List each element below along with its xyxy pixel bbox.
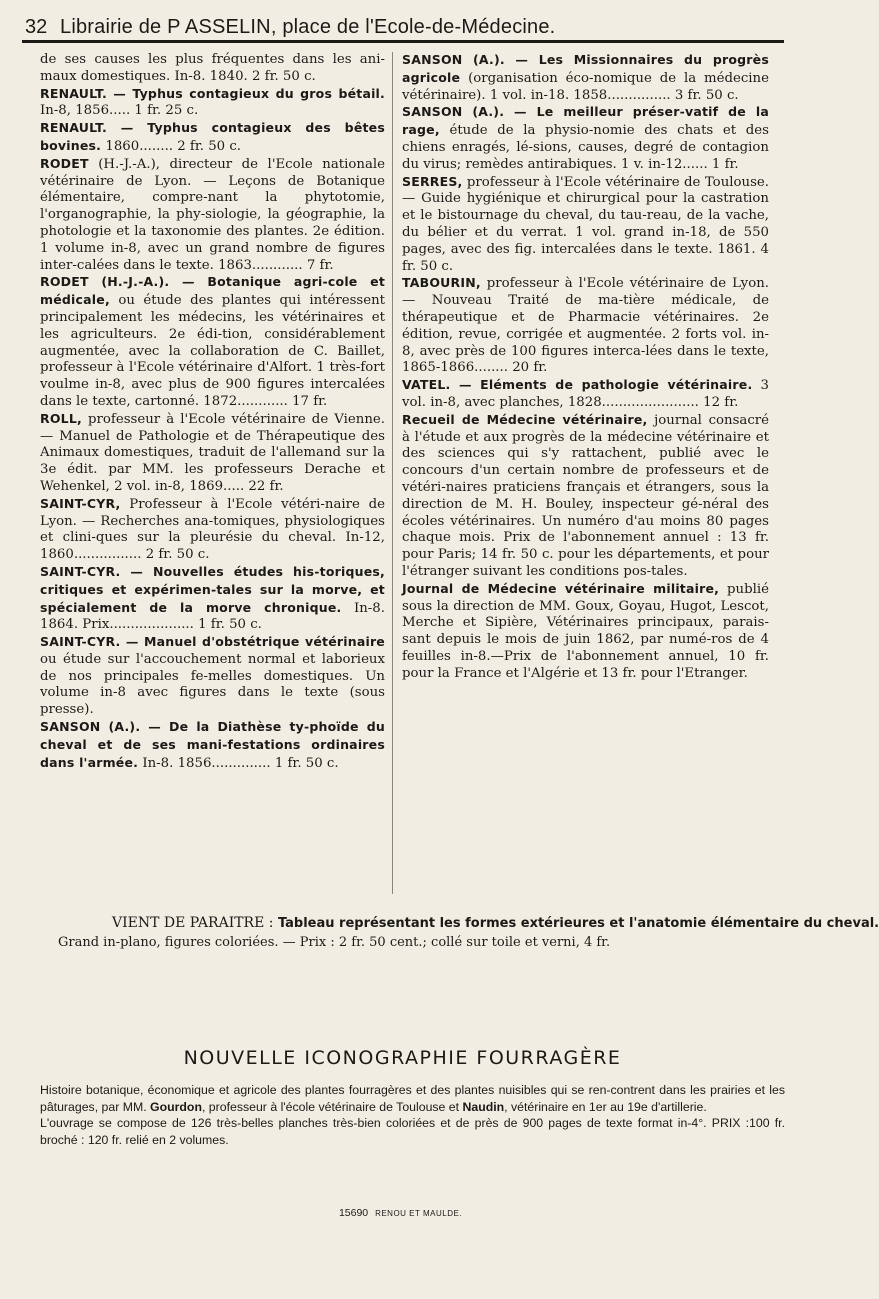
catalogue-entry: SANSON (A.). — Le meilleur préser-vatif de la rage, étude de la physio-nomie des chats et des chiens enragés, lé-sions, causes, degré de contagion du virus; remèdes antirabiques. 1 v. in-12...... 1 fr. [402,104,769,172]
catalogue-entry: RODET (H.-J.-A.), directeur de l'Ecole nationale vétérinaire de Lyon. — Leçons de Botanique élémentaire, compre-nant la phytotomie, l'organographie, la phy-siologie, la géographie, la photologie et la taxonomie des plantes. 2e édition. 1 volume in-8, avec un grand nombre de figures inter-calées dans le texte. 1863............ 7 fr. [40,155,385,273]
printer-name: RENOU ET MAULDE. [375,1209,463,1218]
catalogue-entry: de ses causes les plus fréquentes dans les ani-maux domestiques. In-8. 1840. 2 fr. 50 c. [40,52,385,84]
catalogue-entry: ROLL, professeur à l'Ecole vétérinaire de Vienne. — Manuel de Pathologie et de Thérapeutique des Animaux domestiques, traduit de l'allemand sur la 3e édit. par MM. les professeurs Derache et Wehenkel, 2 vol. in-8, 1869..... 22 fr. [40,410,385,494]
catalogue-entry: SAINT-CYR. — Nouvelles études his-toriques, critiques et expérimen-tales sur la morve, et spécialement de la morve chronique. In-8. 1864. Prix.................... 1 fr. 50 c. [40,563,385,633]
announcement-details: Grand in-plano, figures coloriées. — Prix : 2 fr. 50 cent.; collé sur toile et verni, 4 fr. [58,935,611,950]
page-number: 32 [25,16,48,38]
page-header [22,10,787,40]
catalogue-entry: SANSON (A.). — De la Diathèse ty-phoïde du cheval et de ses mani-festations ordinaires dans l'armée. In-8. 1856.............. 1 fr. 50 c. [40,719,385,771]
catalogue-entry: SAINT-CYR, Professeur à l'Ecole vétéri-naire de Lyon. — Recherches ana-tomiques, physiologiques et clini-ques sur la pleurésie du cheval. In-12, 1860................ 2 fr. 50 c. [40,495,385,563]
catalogue-entry: Recueil de Médecine vétérinaire, journal consacré à l'étude et aux progrès de la médecine vétérinaire et des sciences qui s'y rattachent, publié avec le concours d'un certain nombre de professeurs et de vétéri-naires praticiens français et étrangers, sous la direction de M. H. Bouley, inspecteur gé-néral des écoles vétérinaires. Un numéro d'au moins 80 pages chaque mois. Prix de l'abonnement annuel : 13 fr. pour Paris; 14 fr. 50 c. pour les départements, et pour l'étranger suivant les conditions pos-tales. [402,411,770,579]
catalogue-entry: SANSON (A.). — Les Missionnaires du progrès agricole (organisation éco-nomique de la médecine vétérinaire). 1 vol. in-18. 1858............... 3 fr. 50 c. [402,52,769,103]
catalogue-entry: SAINT-CYR. — Manuel d'obstétrique vétérinaire ou étude sur l'accouchement normal et laborieux de nos principales fe-melles domestiques. Un volume in-8 avec figures dans le texte (sous presse). [40,634,385,718]
header-rule [22,40,784,43]
new-release-announcement [40,915,879,951]
section-paragraph: L'ouvrage se compose de 126 très-belles planches très-bien coloriées et de près de 900 pages de texte format in-4°. PRIX :100 fr. broché : 120 fr. relié en 2 volumes. [40,1116,785,1147]
section-body [40,1082,785,1148]
right-column [402,52,769,682]
print-code: 15690 [338,1207,369,1219]
catalogue-entry: VATEL. — Eléments de pathologie vétérinaire. 3 vol. in-8, avec planches, 1828....................... 12 fr. [402,377,769,410]
header-title: Librairie de P ASSELIN, place de l'Ecole-de-Médecine. [60,16,556,38]
printer-footer [0,1207,801,1219]
catalogue-entry: Journal de Médecine vétérinaire militaire, publié sous la direction de MM. Goux, Goyau, Hugot, Lescot, Merche et Sipière, Vétérinaires principaux, parais-sant depuis le mois de juin 1862, par numé-ros de 4 feuilles in-8.—Prix de l'abonnement annuel, 10 fr. pour la France et l'Algérie et 13 fr. pour l'Etranger. [402,580,769,681]
catalogue-entry: RENAULT. — Typhus contagieux des bêtes bovines. 1860........ 2 fr. 50 c. [40,120,385,154]
catalogue-entry: RODET (H.-J.-A.). — Botanique agri-cole et médicale, ou étude des plantes qui intéressent principalement les médecins, les vétérinaires et les agriculteurs. 2e édi-tion, considérablement augmentée, avec la collaboration de C. Baillet, professeur à l'Ecole vétérinaire d'Alfort. 1 très-fort voulme in-8, avec plus de 900 figures intercalées dans le texte, cartonné. 1872............ 17 fr. [40,274,385,409]
catalogue-entry: RENAULT. — Typhus contagieux du gros bétail. In-8, 1856..... 1 fr. 25 c. [40,85,385,119]
announcement-main: VIENT DE PARAITRE : Tableau représentant les formes extérieures et l'anatomie élémentaire du cheval. [112,915,879,931]
left-column [40,52,385,772]
section-paragraph: Histoire botanique, économique et agricole des plantes fourragères et des plantes nuisibles qui se ren-contrent dans les prairies et les pâturages, par MM. Gourdon, professeur à l'école vétérinaire de Toulouse et Naudin, vétérinaire en 1er au 19e d'artillerie. [40,1083,785,1114]
catalogue-entry: SERRES, professeur à l'Ecole vétérinaire de Toulouse. — Guide hygiénique et chirurgical pour la castration et le bistournage du cheval, du tau-reau, de la vache, du bélier et du verrat. 1 vol. grand in-18, de 550 pages, avec des fig. intercalées dans le texte. 1861. 4 fr. 50 c. [402,173,769,274]
catalogue-entry: TABOURIN, professeur à l'Ecole vétérinaire de Lyon. — Nouveau Traité de ma-tière médicale, de thérapeutique et de Pharmacie vétérinaires. 2e édition, revue, corrigée et augmentée. 2 forts vol. in-8, avec près de 100 figures interca-lées dans le texte, 1865-1866........ 20 fr. [402,275,769,376]
section-title: NOUVELLE ICONOGRAPHIE FOURRAGÈRE [183,1047,622,1069]
